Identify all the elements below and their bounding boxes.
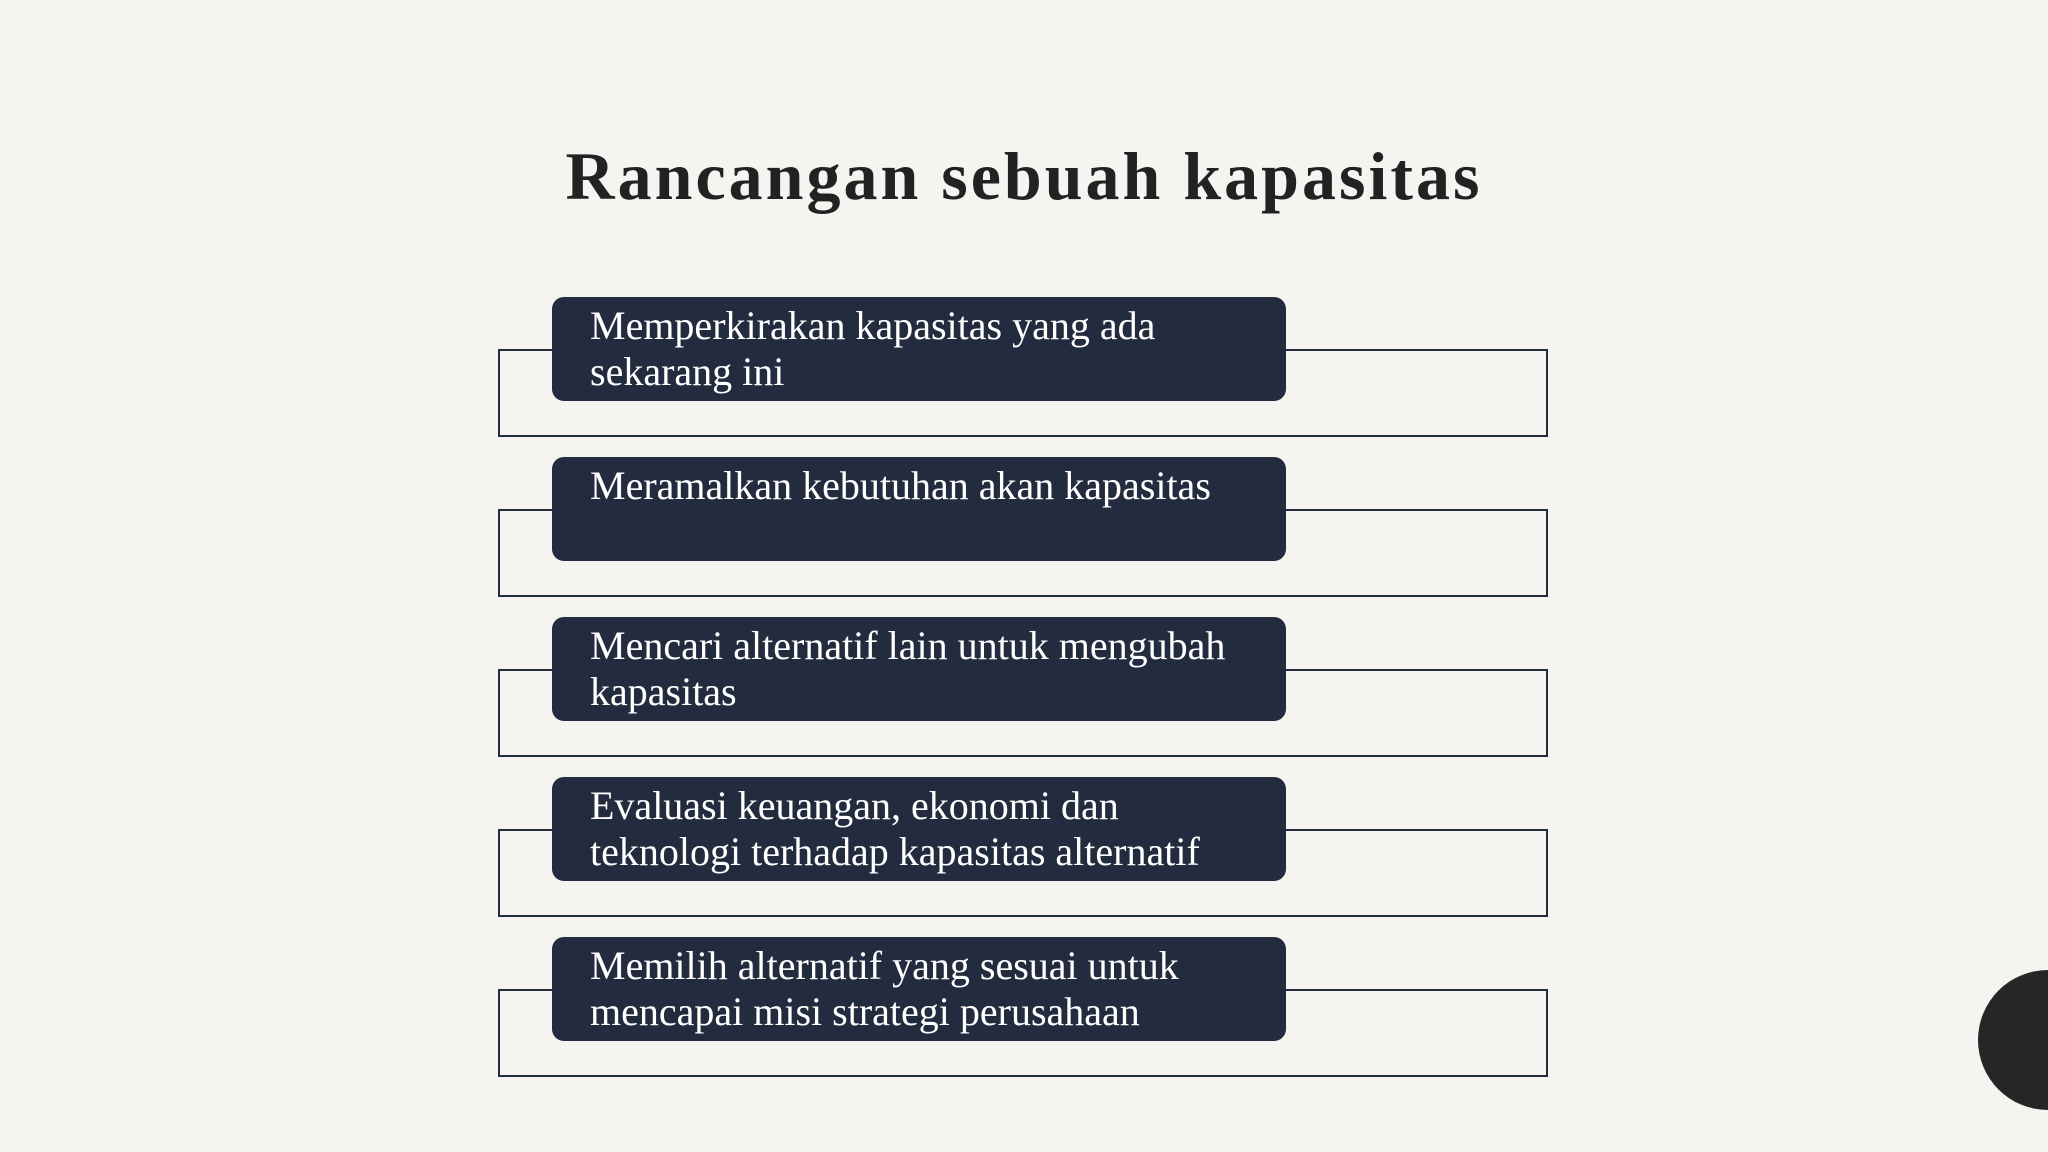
step-box: Memperkirakan kapasitas yang ada sekarang ini xyxy=(552,297,1286,401)
step-box: Mencari alternatif lain untuk mengubah kapasitas xyxy=(552,617,1286,721)
process-step xyxy=(0,297,2048,457)
step-box: Memilih alternatif yang sesuai untuk mencapai misi strategi perusahaan xyxy=(552,937,1286,1041)
process-step xyxy=(0,617,2048,777)
step-box: Evaluasi keuangan, ekonomi dan teknologi terhadap kapasitas alternatif xyxy=(552,777,1286,881)
process-step xyxy=(0,777,2048,937)
step-box: Meramalkan kebutuhan akan kapasitas xyxy=(552,457,1286,561)
process-step xyxy=(0,457,2048,617)
slide-title: Rancangan sebuah kapasitas xyxy=(565,138,1483,214)
process-step xyxy=(0,937,2048,1097)
